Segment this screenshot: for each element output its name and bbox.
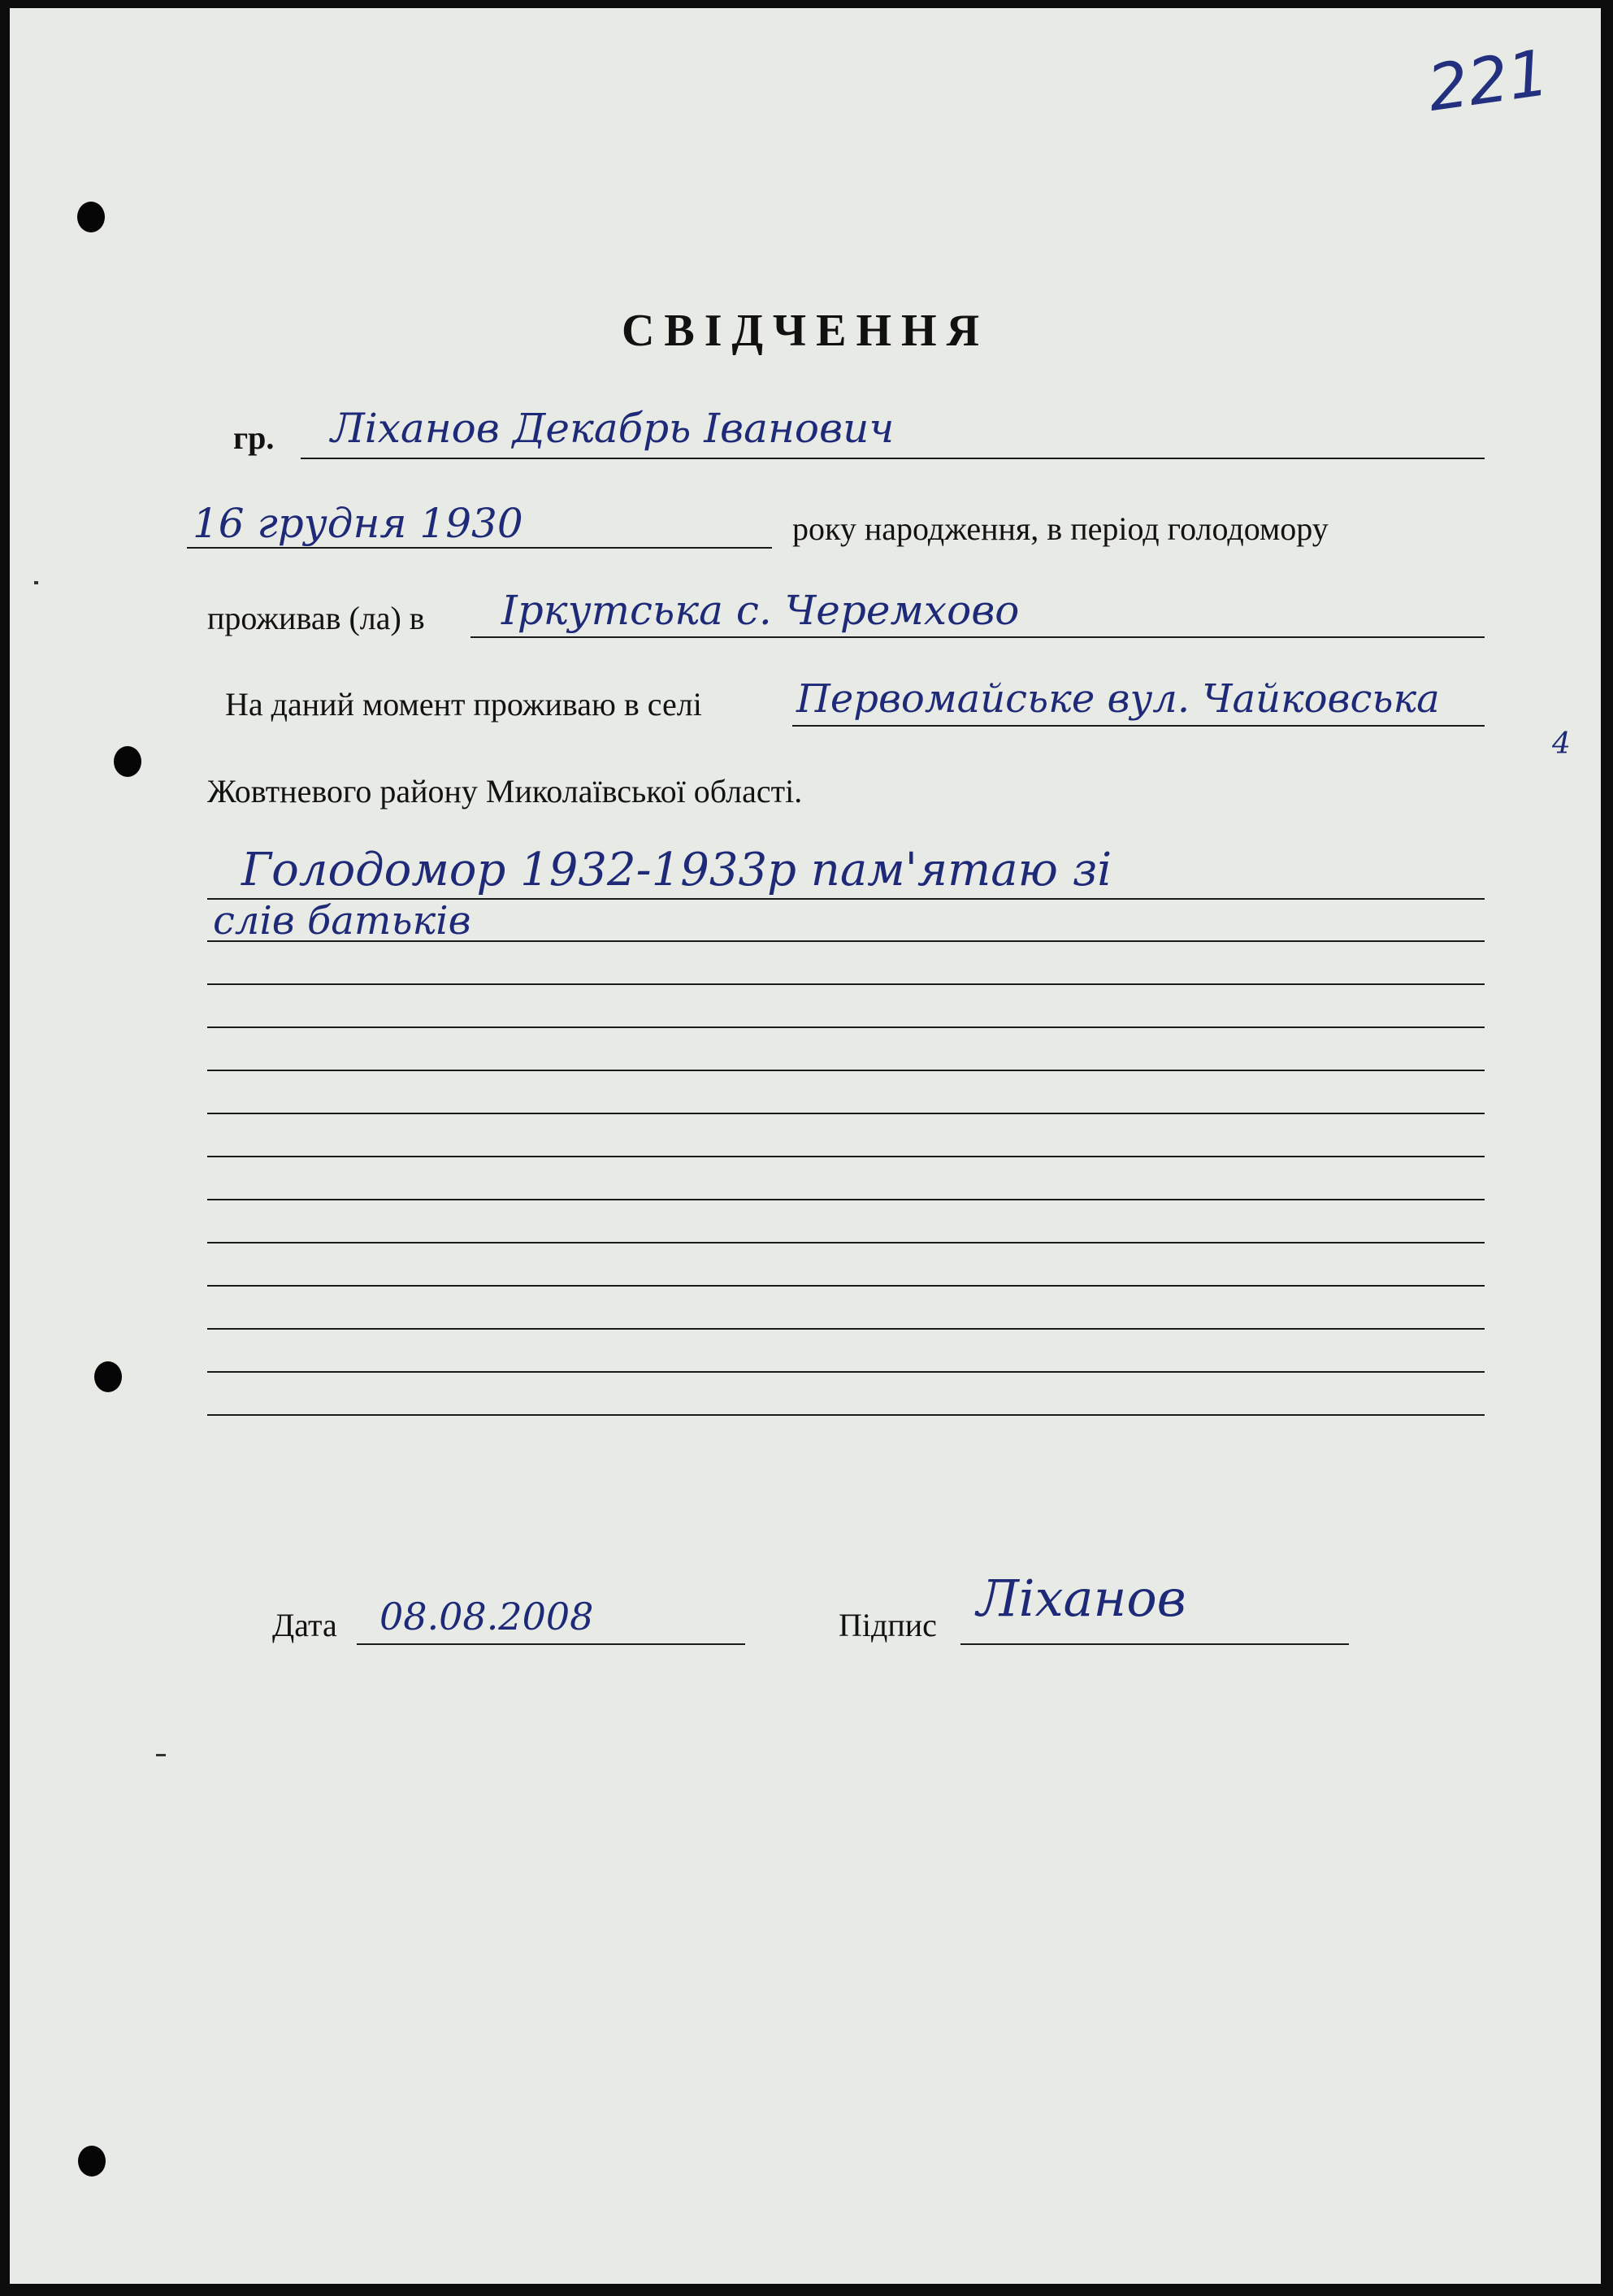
testimony-line [207, 1070, 1485, 1071]
birth-label: року народження, в період голодомору [792, 510, 1329, 547]
residence-now-value: Первомайське вул. Чайковська [796, 676, 1440, 722]
punch-hole [94, 1361, 122, 1392]
signature: Ліханов [977, 1569, 1186, 1628]
testimony-text-line-2: слів батьків [213, 898, 471, 944]
birth-date: 16 грудня 1930 [193, 500, 523, 547]
testimony-line [207, 1242, 1485, 1243]
residence-now-label: На даний момент проживаю в селі [225, 686, 702, 723]
punch-hole [78, 2146, 106, 2177]
testimony-text-line-1: Голодомор 1932-1933р пам'ятаю зі [241, 844, 1112, 896]
house-number: 4 [1552, 727, 1571, 761]
testimony-line [207, 983, 1485, 985]
testimony-line [207, 1026, 1485, 1028]
paper-speck [156, 1754, 166, 1756]
testimony-line [207, 1371, 1485, 1373]
testimony-line [207, 1328, 1485, 1330]
paper-speck [34, 581, 38, 584]
document-title: СВІДЧЕННЯ [621, 306, 990, 356]
signature-line [960, 1643, 1349, 1645]
testimony-line [207, 1285, 1485, 1287]
document-page [10, 8, 1601, 2284]
testimony-line [207, 1156, 1485, 1157]
birth-date-line [187, 547, 772, 549]
date-value: 08.08.2008 [379, 1595, 594, 1638]
testimony-line [207, 1113, 1485, 1114]
citizen-name: Ліханов Декабрь Іванович [331, 405, 895, 452]
citizen-prefix: гр. [233, 419, 275, 456]
punch-hole [114, 746, 141, 777]
residence-then-label: проживав (ла) в [207, 600, 425, 636]
date-label: Дата [272, 1607, 337, 1643]
testimony-line [207, 1414, 1485, 1416]
testimony-line [207, 1199, 1485, 1200]
district-line: Жовтневого району Миколаївської області. [207, 773, 803, 809]
residence-then-value: Іркутська с. Черемхово [501, 587, 1020, 634]
residence-now-line [792, 725, 1485, 727]
punch-hole [77, 202, 105, 232]
date-line [357, 1643, 745, 1645]
signature-label: Підпис [839, 1607, 937, 1643]
name-line [301, 458, 1485, 459]
residence-then-line [470, 636, 1485, 638]
page-number: 221 [1423, 37, 1554, 126]
